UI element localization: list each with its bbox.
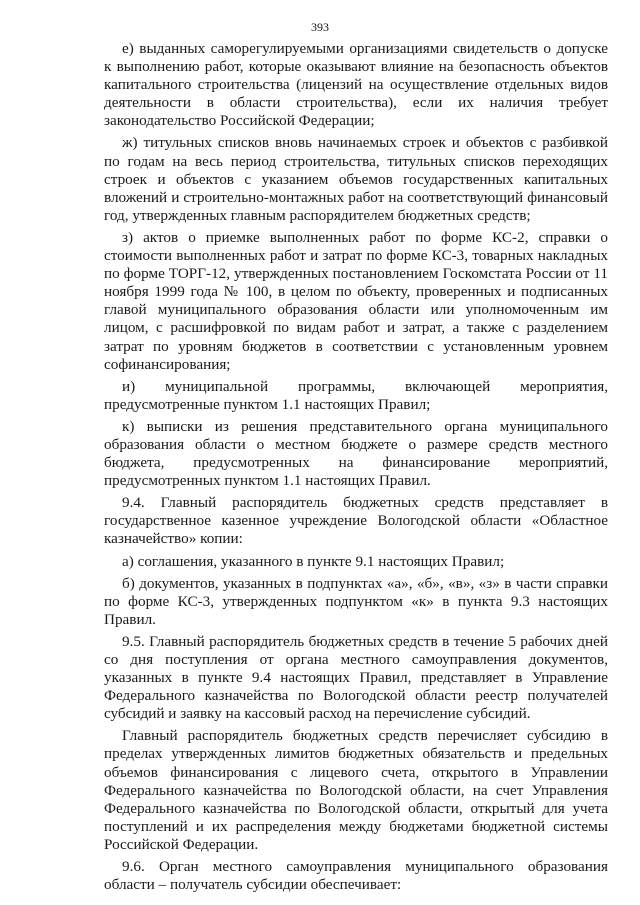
paragraph-clause-9-6: 9.6. Орган местного самоуправления муниципального образования области – получатель субсидии обеспечивает: xyxy=(104,858,608,894)
paragraph-item-zh: ж) титульных списков вновь начинаемых строек и объектов с разбивкой по годам на весь период строительства, титульных списков переходящих строек и объектов с указанием объемов государственных капитальных вложений и строительно-монтажных работ на соответствующий финансовый год, утвержденных главным распорядителем бюджетных средств; xyxy=(104,134,608,224)
page-number: 393 xyxy=(311,20,329,34)
paragraph-clause-9-4: 9.4. Главный распорядитель бюджетных средств представляет в государственное казенное учреждение Вологодской области «Областное казначейство» копии: xyxy=(104,494,608,548)
paragraph-item-e: е) выданных саморегулируемыми организациями свидетельств о допуске к выполнению работ, которые оказывают влияние на безопасность объектов капитального строительства (лицензий на осуществление отдельных видов деятельности в области строительства), если их наличия требует законодательство Российской Федерации; xyxy=(104,40,608,130)
paragraph-transfer: Главный распорядитель бюджетных средств перечисляет субсидию в пределах утвержденных лимитов бюджетных обязательств и предельных объемов финансирования с лицевого счета, открытого в Управлении Федерального казначейства по Вологодской области, на счет Управления Федерального казначейства по Вологодской области, открытый для учета поступлений и их распределения между бюджетами бюджетной системы Российской Федерации. xyxy=(104,727,608,853)
paragraph-item-i: и) муниципальной программы, включающей мероприятия, предусмотренные пунктом 1.1 настоящих Правил; xyxy=(104,377,608,413)
paragraph-item-k: к) выписки из решения представительного органа муниципального образования области о местном бюджете о размере средств местного бюджета, предусмотренных на финансирование мероприятий, предусмотренных пунктом 1.1 настоящих Правил. xyxy=(104,417,608,490)
paragraph-item-z: з) актов о приемке выполненных работ по форме КС-2, справки о стоимости выполненных работ и затрат по форме КС-3, товарных накладных по форме ТОРГ-12, утвержденных постановлением Госкомстата России от 11 ноября 1999 года № 100, в целом по объекту, проверенных и подписанных главой муниципального образования области или уполномоченным им лицом, с расшифровкой по видам работ и затрат, а также с разделением затрат по уровням бюджетов в соответствии с установленным уровнем софинансирования; xyxy=(104,228,608,373)
paragraph-item-a: а) соглашения, указанного в пункте 9.1 настоящих Правил; xyxy=(122,552,505,570)
document-body xyxy=(104,40,608,898)
paragraph-clause-9-5: 9.5. Главный распорядитель бюджетных средств в течение 5 рабочих дней со дня поступления от органа местного самоуправления документов, указанных в пункте 9.4 настоящих Правил, представляет в Управление Федерального казначейства по Вологодской области реестр получателей субсидий и заявку на кассовый расход на перечисление субсидий. xyxy=(104,632,608,723)
paragraph-item-b: б) документов, указанных в подпунктах «а», «б», «в», «з» в части справки по форме КС-3, утвержденных подпунктом «к» в пункта 9.3 настоящих Правил. xyxy=(104,574,608,628)
